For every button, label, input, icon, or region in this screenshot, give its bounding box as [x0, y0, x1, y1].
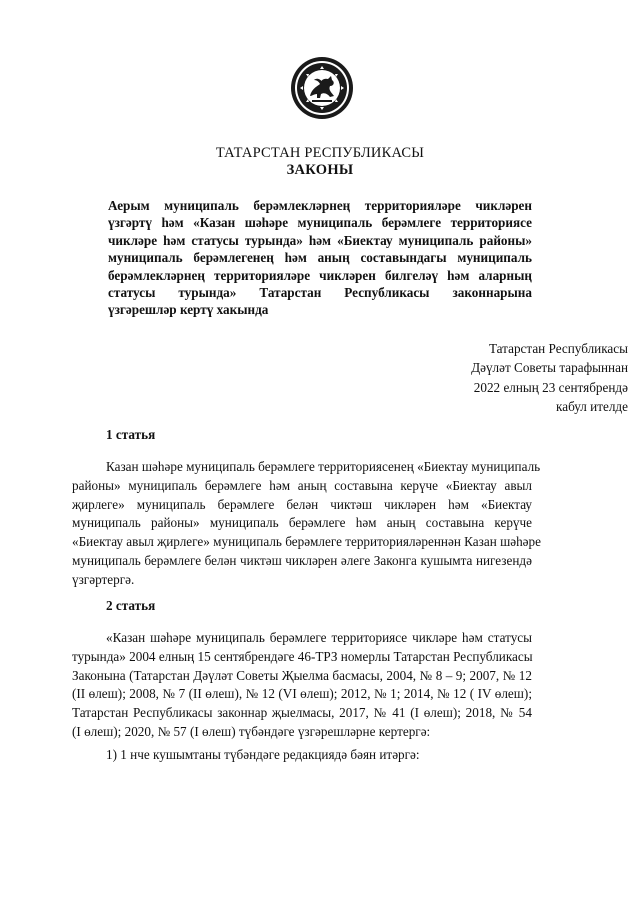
paragraph-line: муниципаль районы» муниципаль берәмлеге һәм аның составына керүче: [72, 515, 532, 531]
adoption-line: 2022 елның 23 сентябрендә: [473, 379, 628, 395]
adoption-statement: [348, 339, 628, 417]
law-subject-heading: [108, 197, 532, 319]
paragraph-line: муниципаль берәмлеге белән чиктәш чикләрен әлеге Законга кушымта нигезендә: [72, 552, 532, 568]
adoption-line: Дәүләт Советы тарафыннан: [471, 360, 628, 376]
article-1-text: [72, 458, 541, 590]
article-1-heading: 1 статья: [106, 427, 156, 442]
article-2-heading: 2 статья: [106, 598, 156, 613]
subject-line: берәмлекләрнең территорияләре чикләрен билгеләү һәм аларның: [108, 267, 532, 283]
paragraph-line: үзгәртергә.: [72, 571, 135, 587]
paragraph-line: (II өлеш); 2008, № 7 (II өлеш), № 12 (VI өлеш); 2012, № 1; 2014, № 12 ( IV өлеш);: [72, 686, 532, 702]
paragraph-line: «Биектау авыл җирлеге» муниципаль берәмлеге территорияләреннән Казан шәһәре: [72, 534, 541, 550]
tatarstan-coat-of-arms-icon: [290, 56, 354, 120]
paragraph-line: Татарстан Республикасы законнар җыелмасы, 2017, № 41 (I өлеш); 2018, № 54: [72, 705, 532, 721]
paragraph-line: җирлеге» муниципаль берәмлеге белән чиктәш чикләрен һәм «Биектау: [72, 496, 532, 512]
paragraph-line: районы» муниципаль берәмлеге һәм аның составына керүче «Биектау авыл: [72, 477, 532, 493]
article-2-item-1: 1) 1 нче кушымтаны түбәндәге редакциядә бәян итәргә:: [106, 747, 420, 762]
paragraph-line: Казан шәһәре муниципаль берәмлеге территориясенең «Биектау муниципаль: [106, 459, 541, 474]
subject-line: үзгәрешләр кертү хакында: [108, 302, 269, 318]
paragraph-line: турында» 2004 елның 15 сентябрендәге 46-ТРЗ номерлы Татарстан Республикасы: [72, 648, 533, 664]
subject-line: Аерым муниципаль берәмлекләрнең территорияләре чикләрен: [108, 198, 532, 213]
article-2-text: [72, 629, 532, 742]
adoption-line: Татарстан Республикасы: [488, 341, 628, 356]
subject-line: статусы турында» Татарстан Республикасы законнарына: [108, 285, 532, 301]
subject-line: үзгәртү һәм «Казан шәһәре муниципаль берәмлеге территориясе: [108, 215, 532, 231]
adoption-line: кабул ителде: [556, 399, 628, 415]
paragraph-line: «Казан шәһәре муниципаль берәмлеге территориясе чикләре һәм статусы: [106, 630, 532, 645]
subject-line: чикләре һәм статусы турында» һәм «Биектау муниципаль районы»: [108, 232, 532, 248]
subject-line: муниципаль берәмлегенең һәм аның составындагы муниципаль: [108, 250, 532, 266]
document-title-line1: ТАТАРСТАН РЕСПУБЛИКАСЫ: [215, 145, 425, 161]
paragraph-line: Законына (Татарстан Дәүләт Советы Җыелма басмасы, 2004, № 8 – 9; 2007, № 12: [72, 667, 532, 683]
document-title-line2: ЗАКОНЫ: [286, 162, 354, 178]
paragraph-line: (I өлеш); 2020, № 57 (I өлеш) түбәндәге үзгәрешләрне кертергә:: [72, 723, 431, 739]
